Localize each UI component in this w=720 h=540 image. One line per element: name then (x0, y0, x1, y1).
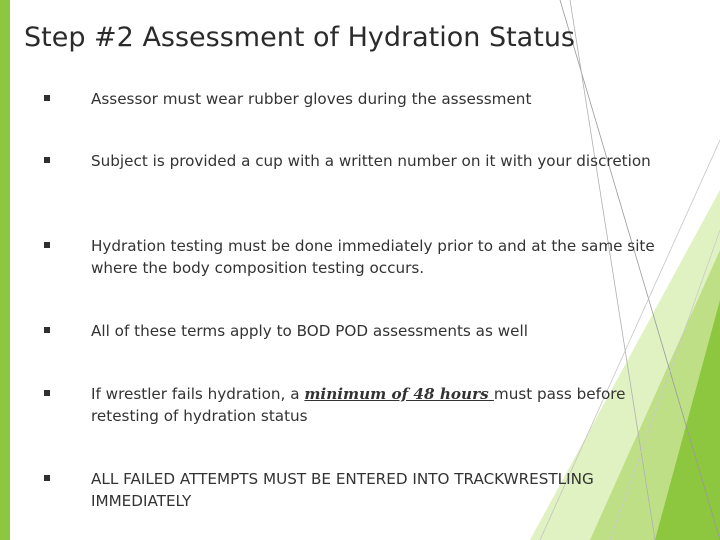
bullet-text: Hydration testing must be done immediately prior to and at the same site where the body composition testing occurs. (91, 237, 655, 277)
square-bullet-icon (44, 157, 50, 163)
square-bullet-icon (44, 475, 50, 481)
emphasis-text: minimum of 48 hours (304, 385, 494, 403)
bullet-text-after: must pass before retesting of hydration status (91, 385, 626, 425)
bullet-text: Subject is provided a cup with a written number on it with your discretion (91, 152, 651, 170)
bullet-text-before: If wrestler fails hydration, a (91, 385, 305, 403)
square-bullet-icon (44, 390, 50, 396)
square-bullet-icon (44, 95, 50, 101)
square-bullet-icon (44, 242, 50, 248)
bullet-text: ALL FAILED ATTEMPTS MUST BE ENTERED INTO TRACKWRESTLING IMMEDIATELY (91, 470, 594, 510)
square-bullet-icon (44, 327, 50, 333)
bullet-text: Assessor must wear rubber gloves during the assessment (91, 90, 532, 108)
slide-title: Step #2 Assessment of Hydration Status (24, 22, 575, 53)
bullet-text (91, 383, 681, 427)
bullet-text: All of these terms apply to BOD POD assessments as well (91, 322, 528, 340)
